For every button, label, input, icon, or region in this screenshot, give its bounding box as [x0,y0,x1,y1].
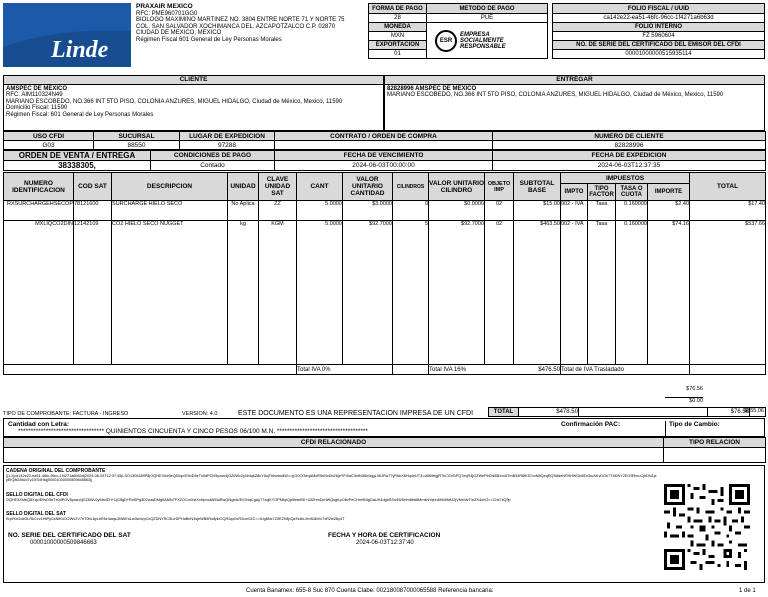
item-clave: KGM [259,221,297,365]
representation-note: ESTE DOCUMENTO ES UNA REPRESENTACION IMPRESA DE UN CFDI [238,410,474,417]
sello-label: SELLO DIGITAL DEL CFDI [6,492,68,498]
item-impto: 002 - IVA [561,201,588,221]
forma-pago-value: 28 [369,14,427,23]
orden-venta-label: ORDEN DE VENTA / ENTREGA [4,151,151,161]
sucursal-label: SUCURSAL [94,132,180,141]
col-valor-cantidad: VALOR UNITARIO CANTIDAD [343,173,393,201]
item-desc: SURCHARGE HIELO SECO [112,201,228,221]
uso-cfdi-label: USO CFDI [4,132,94,141]
total-iva: $76.56 [708,408,750,417]
item-num: RXSURCHARGEHSECOP [4,201,74,221]
esr-line-1: EMPRESA [460,31,490,38]
info-table-2 [3,150,766,171]
issuer-address-3: CIUDAD DE MEXICO, MEXICO [136,30,222,37]
no-serie-sat-value: 00001000000509846663 [30,540,97,546]
item-sub: $15.00 [514,201,561,221]
item-cod: 78121600 [74,201,112,221]
fecha-cert-label: FECHA Y HORA DE CERTIFICACION [328,532,441,539]
fecha-vencimiento-value: 2024-06-03T00:00:00 [275,161,493,171]
item-impto: 002 - IVA [561,221,588,365]
moneda-label: MONEDA [369,23,427,32]
delivery-address: MARIANO ESCOBEDO, NO.366 INT 5TO PISO, COLONIA ANZURES, MIGUEL HIDALGO, Ciudad de México, Mexico, 11590 [387,92,724,99]
esr-badge: ESR [435,30,457,52]
client-name: AMSPEC DE MEXICO [6,86,68,92]
delivery-label: ENTREGAR [385,76,764,85]
metodo-pago-value: PUE [427,14,548,23]
zero-value: $0.00 [665,397,703,404]
col-clave-unidad: CLAVE UNIDAD SAT [259,173,297,201]
item-num: MXLIQCO2DIN [4,221,74,365]
issuer-block [136,4,366,44]
total-label: TOTAL [489,408,519,417]
item-tipo: Tasa [588,221,616,365]
fecha-expedicion-value: 2024-06-03T12:37:35 [493,161,766,171]
orden-venta-value: 38338305, [4,161,151,171]
table-row [4,221,766,365]
item-vucil: $92.7000 [429,221,485,365]
item-cant: 5.0000 [297,221,343,365]
tipo-comprobante: TIPO DE COMPROBANTE: FACTURA - INGRESO [3,411,129,417]
fiscal-table [552,3,765,59]
item-obj: 02 [485,221,514,365]
item-cant: 5.0000 [297,201,343,221]
numero-cliente-value: 82828996 [493,141,766,150]
fecha-cert-value: 2024-06-03T12:37:40 [356,540,414,546]
payment-table [368,3,548,59]
cantidad-label: Cantidad con Letra: [8,421,70,428]
forma-pago-label: FORMA DE PAGO [369,4,427,14]
issuer-rfc: RFC: PME960701GG0 [136,10,198,17]
cfdi-relacionado-label: CFDI RELACIONADO [4,438,664,448]
col-objeto-imp: OBJETO IMP [485,173,514,201]
metodo-pago-label: METODO DE PAGO [427,4,548,14]
item-vuc: $92.7000 [343,221,393,365]
item-sub: $463.50 [514,221,561,365]
item-total: $17.40 [690,201,766,221]
client-label: CLIENTE [4,76,383,85]
info-table [3,131,766,150]
col-total: TOTAL [690,173,766,201]
page-number: 1 de 1 [739,588,756,594]
cfdi-relacionado [3,437,766,463]
exportacion-value: 01 [369,50,427,59]
col-importe: IMPORTE [648,184,690,201]
contrato-value [275,141,493,150]
col-cant: CANT [297,173,343,201]
numero-cliente-label: NUMERO DE CLIENTE [493,132,766,141]
col-impuestos: IMPUESTOS [561,173,690,184]
cadena-value: ||1.1|ca142e22-ea51-46fc-96cc-1f4271a6b63d|2024-06-03T12:37:45|LSO1306189P8|OQHE3Xd9eQ8Xqc/E9vD5eTx0dPOV5yxsn4jGZ6Wv2yNhlq6Z8cY5ojTt0sxtm8W==||G0Cf3eqAMxR5nNxDb26jeYFr0aC3nfN36h0qgL3KJRaT7yPAbX6Hq4eUT3=v8f5tHgjR7kCGvGPQ7eqR4jGZWePbCN68Dvc6TmB34R6fK57cxN8QeqRQS8deNR9HWGb8Ec3ruAKvDGn7T6DNY2EO3RmuCjbDN1jxyEfQ8G8tUd7vZXS4Htq|00001000000509846663|| [6,474,657,483]
col-descripcion: DESCRIPCION [112,173,228,201]
item-importe: $2.40 [648,201,690,221]
cert-emisor-value: 00001000000515935114 [553,50,765,59]
client-rfc: RFC: AIM110324N49 [6,92,63,99]
sellos-box [3,465,765,583]
client-address: MARIANO ESCOBEDO, NO.366 INT 5TO PISO, COLONIA ANZURES, MIGUEL HIDALGO, Ciudad de México, Mexico, 11590 [6,98,343,105]
condiciones-pago-value: Contado [151,161,275,171]
total-trasladado-spacer [690,365,766,375]
client-regime: Régimen Fiscal: 601 General de Ley Personas Morales [6,111,154,118]
total-base: $478.50 [519,408,579,417]
sello-sat-value: SrptYkGdzOLRkCvv1HtPyCsNIKn/X2Wx2V7eT0bL8yLbRNr3wqsJMWEuLw3wnvpCcQZDNYRC5LfrDPHaBnN3sjeWB5Ro8pbOQR2qx0xR2cm0ZC==IUg8Nx7Z0E2V8pQaTs4kL9mN3bVc7xR2wZ8y4T [6,517,345,521]
item-clave: ZZ [259,201,297,221]
qr-code-graphic [664,484,750,570]
bank-info: Cuenta Banamex: 655-8 Suc 870 Cuenta Clabe: 002180087000065588 Referencia bancaria: [246,588,494,594]
exportacion-label: EXPORTACION [369,41,427,50]
sucursal-value: 88550 [94,141,180,150]
logo-text: Linde [51,37,109,63]
client-domicilio: Domicilio Fiscal: 11590 [6,105,68,112]
total-iva-0-label: Total IVA 0% [297,365,393,375]
esr-logo [427,30,547,52]
item-cil: 0 [393,201,429,221]
item-vucil: $0.0000 [429,201,485,221]
total-iva-16-base: $476.50 [538,366,560,373]
fecha-expedicion-label: FECHA DE EXPEDICION [493,151,766,161]
issuer-name: PRAXAIR MEXICO [136,3,193,10]
col-impto: IMPTO [561,184,588,201]
col-tipo-factor: TIPO FACTOR [588,184,616,201]
contrato-label: CONTRATO / ORDEN DE COMPRA [275,132,493,141]
items-table [3,172,766,375]
linde-logo [3,3,131,67]
uuid-label: FOLIO FISCAL / UUID [553,4,765,14]
cantidad-value: ********************************** QUINIENTOS CINCUENTA Y CINCO PESOS 06/100 M.N. ************************************ [18,428,368,435]
col-tasa: TASA O CUOTA [616,184,648,201]
cadena-label: CADENA ORIGINAL DEL COMPROBANTE [6,468,106,474]
moneda-value: MXN [369,32,427,41]
client-section [3,75,384,131]
item-unidad: kg [228,221,259,365]
folio-interno-value: FZ 5960604 [553,32,765,41]
item-obj: 02 [485,201,514,221]
col-cilindros: CILINDROS [393,173,429,201]
item-vuc: $3.0000 [343,201,393,221]
issuer-address-1: BIOLOGO MAXIMINO MARTINEZ NO. 3804 ENTRE NORTE 71 Y NORTE 75 [136,17,345,24]
item-cod: 12142109 [74,221,112,365]
esr-line-2: SOCIALMENTE [460,37,504,44]
col-numero: NUMERO IDENTIFICACION [4,173,74,201]
issuer-address-2: COL. SAN SALVADOR XOCHIMANCA DEL. AZCAPOTZALCO C.P. 02870 [136,23,336,30]
linde-logo-graphic [3,3,131,67]
version: VERSION: 4.0 [182,411,218,417]
item-tasa: 0.160000 [616,221,648,365]
confirmacion-label: Confirmación PAC: [561,421,621,428]
uuid-value: ca142e22-ea51-46fc-96cc-1f4271a6b63d [553,14,765,23]
grand-total: $555.06 [744,408,764,414]
condiciones-pago-label: CONDICIONES DE PAGO [151,151,275,161]
trasladado-value: $76.56 [686,386,703,392]
col-unidad: UNIDAD [228,173,259,201]
esr-line-3: RESPONSABLE [460,43,506,50]
total-iva-16-label: Total IVA 16% $476.50 [429,366,560,373]
sello-value: OQHE3XMeQ8Xqc/E9vD5eTx0dPOV5yxsn4jGZ6Wv2yMxdZH+1jG5gD+RnSPg3D2oasDMg5AMN7FXZOCmXstXxNpnotWMdRwQf4gbtx/E/ONqCgAy77xqiKYOPMkpQp9leteBK+U52hmDchWQsgKpObvPeCHm9NlgGaUH4dgoSSn4W5Hm6bd8MmsNYqbn8Hb5NfU2jVNehfvT/eZX4nhG==Chk7sQ9p [6,498,511,502]
tipo-relacion-label: TIPO RELACION [664,438,766,448]
cantidad-letra-box [3,418,765,437]
qr-code [664,484,750,570]
uso-cfdi-value: G03 [4,141,94,150]
item-cil: 5 [393,221,429,365]
item-total: $537.66 [690,221,766,365]
item-tasa: 0.160000 [616,201,648,221]
table-row [4,201,766,221]
item-unidad: No Aplica [228,201,259,221]
no-serie-sat-label: NO. SERIE DEL CERTIFICADO DEL SAT [8,532,131,539]
col-cod-sat: COD SAT [74,173,112,201]
item-tipo: Tasa [588,201,616,221]
item-importe: $74.16 [648,221,690,365]
sello-sat-label: SELLO DIGITAL DEL SAT [6,511,66,517]
folio-interno-label: FOLIO INTERNO [553,23,765,32]
total-trasladado-label: Total de IVA Trasladado [561,365,690,375]
issuer-regime: Régimen Fiscal 601 General de Ley Personas Morales [136,36,282,43]
item-desc: CO2 HIELO SECO NUGGET [112,221,228,365]
cert-emisor-label: NO. DE SERIE DEL CERTIFICADO DEL EMISOR DEL CFDI [553,41,765,50]
col-valor-cilindro: VALOR UNITARIO CILINDRO [429,173,485,201]
delivery-section [384,75,765,131]
lugar-expedicion-value: 97288 [180,141,275,150]
fecha-vencimiento-label: FECHA DE VENCIMIENTO [275,151,493,161]
lugar-expedicion-label: LUGAR DE EXPEDICION [180,132,275,141]
delivery-name: 82828996 AMSPEC DE MEXICO [387,86,477,92]
col-subtotal: SUBTOTAL BASE [514,173,561,201]
tipo-cambio-label: Tipo de Cambio: [665,421,720,437]
